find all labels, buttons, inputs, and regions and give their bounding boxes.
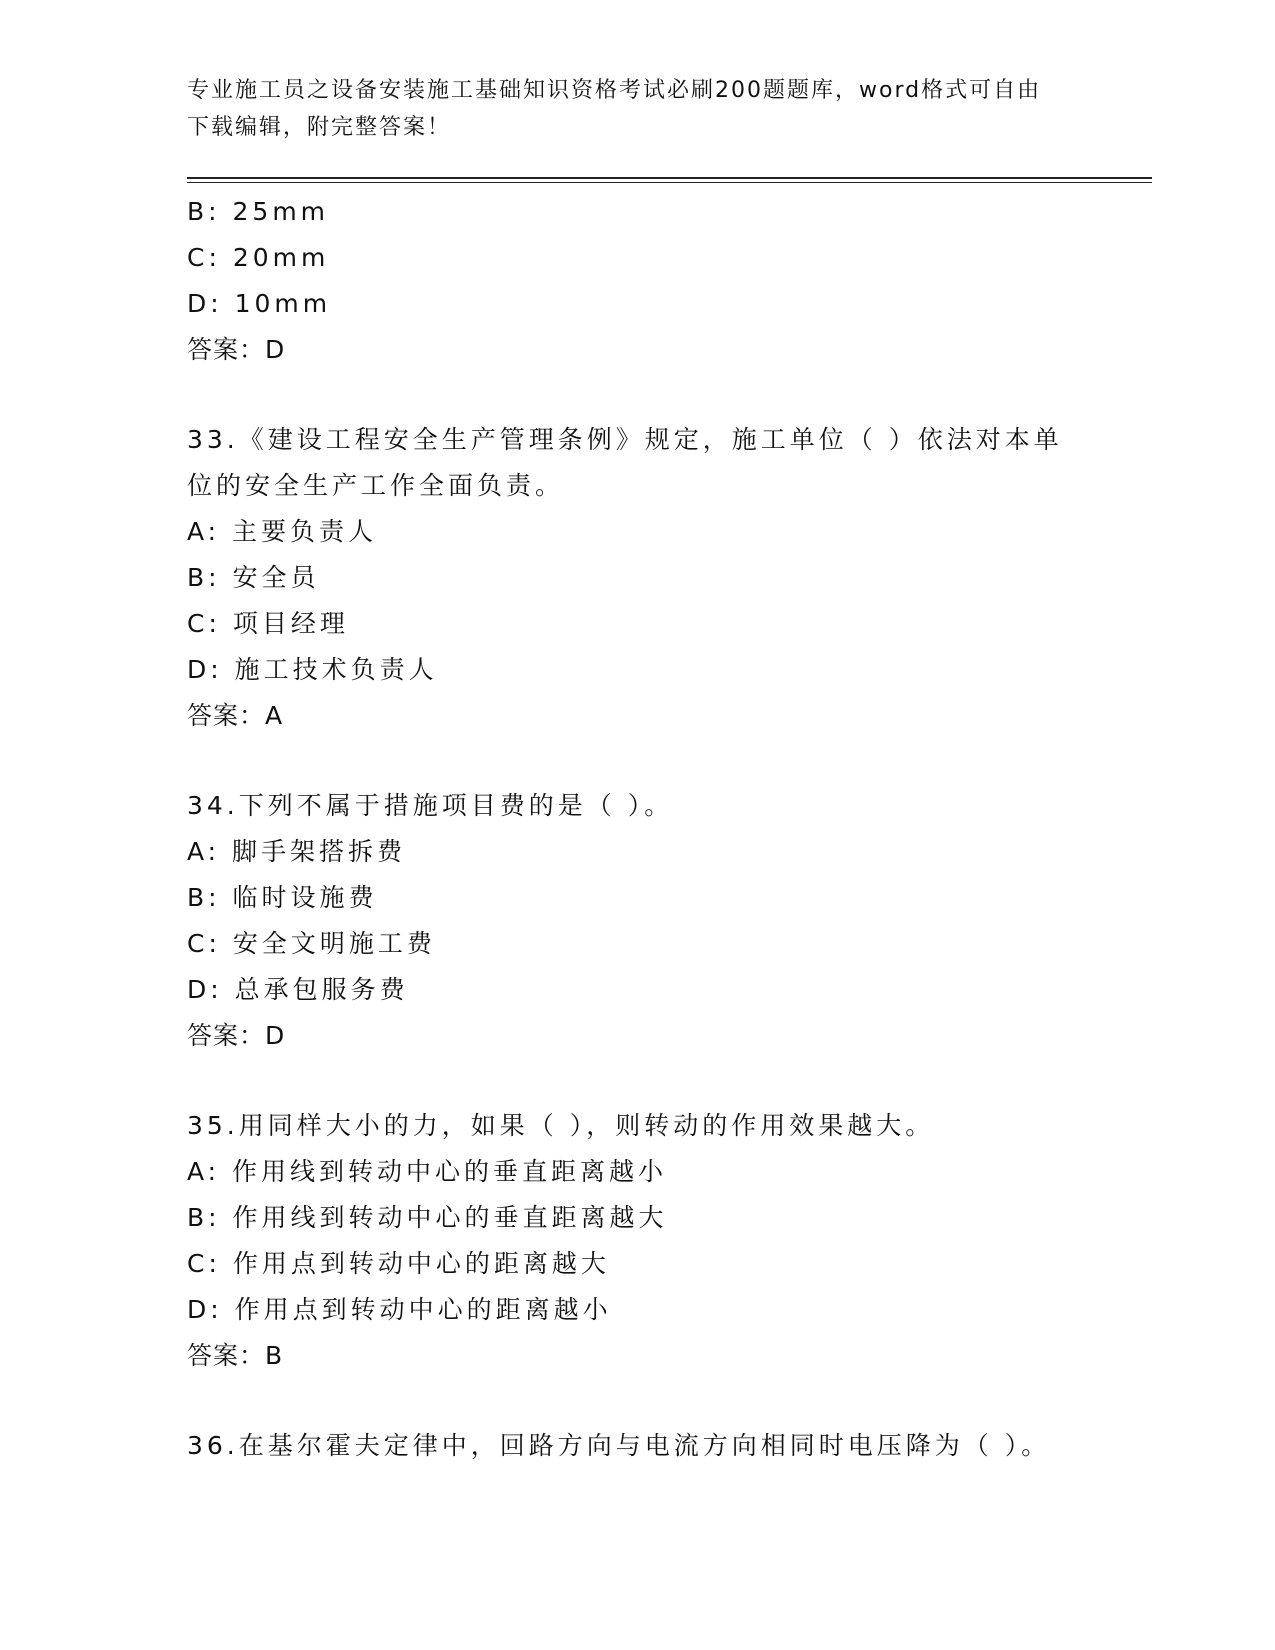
option-d: D: 总承包服务费 (187, 975, 409, 1004)
question-33 (187, 417, 1127, 739)
option-b: B: 作用线到转动中心的垂直距离越大 (187, 1203, 668, 1232)
question-list (187, 189, 1127, 1469)
spacer (187, 373, 1127, 417)
spacer (187, 1379, 1127, 1423)
spacer (187, 739, 1127, 783)
answer-line: 答案：A (187, 701, 284, 730)
answer-line: 答案：D (187, 1021, 286, 1050)
question-32-continued (187, 189, 1127, 373)
option-b: B: 25mm (187, 197, 330, 226)
option-a: A: 脚手架搭拆费 (187, 837, 407, 866)
option-d: D: 10mm (187, 289, 332, 318)
spacer (187, 1059, 1127, 1103)
question-text-line-1: 35.用同样大小的力，如果（ ），则转动的作用效果越大。 (187, 1111, 935, 1140)
option-c: C: 安全文明施工费 (187, 929, 436, 958)
question-text-line-2: 位的安全生产工作全面负责。 (187, 471, 565, 500)
question-36 (187, 1423, 1127, 1469)
option-a: A: 主要负责人 (187, 517, 378, 546)
question-text-line-1: 33.《建设工程安全生产管理条例》规定，施工单位（ ）依法对本单 (187, 425, 1063, 454)
option-d: D: 作用点到转动中心的距离越小 (187, 1295, 612, 1324)
question-35 (187, 1103, 1127, 1379)
option-b: B: 临时设施费 (187, 883, 378, 912)
option-c: C: 20mm (187, 243, 330, 272)
option-b: B: 安全员 (187, 563, 320, 592)
header-line-1: 专业施工员之设备安装施工基础知识资格考试必刷200题题库，word格式可自由 (187, 78, 1042, 103)
document-header (187, 72, 1067, 146)
question-text-line-1: 36.在基尔霍夫定律中，回路方向与电流方向相同时电压降为（ ）。 (187, 1431, 1051, 1460)
header-divider-thin (187, 182, 1152, 183)
option-c: C: 作用点到转动中心的距离越大 (187, 1249, 610, 1278)
question-text-line-1: 34.下列不属于措施项目费的是（ ）。 (187, 791, 674, 820)
question-34 (187, 783, 1127, 1059)
header-line-2: 下载编辑，附完整答案！ (187, 115, 452, 140)
answer-line: 答案：B (187, 1341, 284, 1370)
option-c: C: 项目经理 (187, 609, 349, 638)
answer-line: 答案：D (187, 335, 286, 364)
option-d: D: 施工技术负责人 (187, 655, 438, 684)
header-divider-thick (187, 177, 1152, 179)
option-a: A: 作用线到转动中心的垂直距离越小 (187, 1157, 668, 1186)
